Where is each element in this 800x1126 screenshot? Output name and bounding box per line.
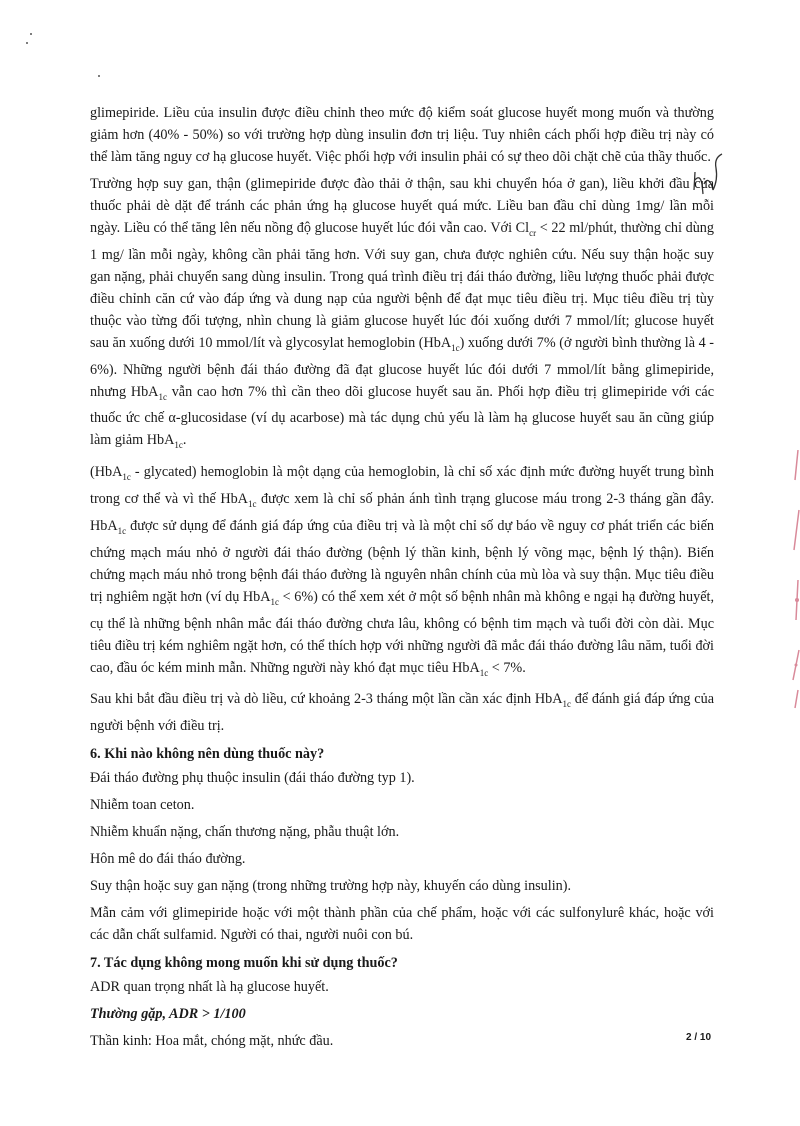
adr-frequency-subheading: Thường gặp, ADR > 1/100 xyxy=(90,1006,246,1023)
paragraph-renal-hepatic: Trường hợp suy gan, thận (glimepiride được đào thải ở thận, sau khi chuyển hóa ở gan), liều khởi đầu của thuốc phải dè dặt để tránh các phản ứng hạ glucose huyết quá mức. Liều ban đầu chỉ dùng 1mg/ lần mỗi ngày. Liều có thể tăng lên nếu nồng độ glucose huyết lúc đói vẫn cao. Với $Cl_{cr} < 22$ ml/phút, thường chỉ dùng 1 mg/ lần mỗi ngày, không cần phải tăng hơn. Với suy gan, chưa được nghiên cứu. Nếu suy thận hoặc suy gan nặng, phải chuyển sang dùng insulin. Trong quá trình điều trị đái tháo đường, liều lượng thuốc phải được điều chỉnh căn cứ vào đáp ứng và dung nạp của người bệnh để đạt mục tiêu điều trị. Mục tiêu điều trị tùy thuộc vào từng đối tượng, nhìn chung là giảm glucose huyết lúc đói xuống dưới 7 mmol/lít; glucose huyết sau ăn xuống dưới 10 mmol/lít và glycosylat hemoglobin (HbA$_{1c}$) xuống dưới 7% (ở người bình thường là 4 - 6%). Những người bệnh đái tháo đường đã đạt glucose huyết lúc đói dưới 7 mmol/lít bằng glimepiride, nhưng HbA$_{1c}$ vẫn cao hơn 7% thì cần theo dõi glucose huyết sau ăn. Phối hợp điều trị glimepiride với các thuốc ức chế α-glucosidase (ví dụ acarbose) mà tác dụng chủ yếu là làm hạ glucose huyết sau ăn cũng giúp làm giảm HbA$_{1c}$. xyxy=(90,176,715,451)
contraindication-item: Mẫn cảm với glimepiride hoặc với một thành phần của chế phẩm, hoặc với các sulfonylurê khác, hoặc với các dẫn chất sulfamid. Người có thai, người nuôi con bú. xyxy=(90,905,714,944)
adr-neuro-line: Thần kinh: Hoa mắt, chóng mặt, nhức đầu. xyxy=(90,1033,334,1050)
scan-speck xyxy=(26,42,28,44)
paragraph-hba1c: (HbA$_{1c}$ - glycated) hemoglobin là một dạng của hemoglobin, là chỉ số xác định mức đường huyết trung bình trong cơ thể và vì thế HbA$_{1c}$ được xem là chỉ số phản ánh tình trạng glucose máu trong 2-3 tháng gần đây. HbA$_{1c}$ được sử dụng để đánh giá đáp ứng của điều trị và là một chỉ số dự báo về nguy cơ phát triển các biến chứng mạch máu nhỏ ở người đái tháo đường (bệnh lý thần kinh, bệnh lý võng mạc, bệnh lý thận). Biến chứng mạch máu nhỏ trong bệnh đái tháo đường là nguyên nhân chính của mù lòa và suy thận. Mục tiêu điều trị nghiêm ngặt hơn (ví dụ HbA$_{1c}$ < 6%) có thể xem xét ở một số bệnh nhân mà không e ngại hạ đường huyết, cụ thể là những bệnh nhân mắc đái tháo đường chưa lâu, không có bệnh tim mạch và tuổi đời còn dài. Mục tiêu điều trị kém nghiêm ngặt hơn, có thể thích hợp với những người đã mắc đái tháo đường lâu năm, tuổi đời cao, đầu óc kém minh mẫn. Những người này khó đạt mục tiêu HbA$_{1c}$ < 7%. xyxy=(90,464,714,678)
contraindication-item: Đái tháo đường phụ thuộc insulin (đái tháo đường typ 1). xyxy=(90,770,415,787)
paragraph-insulin-combination: glimepiride. Liều của insulin được điều chỉnh theo mức độ kiểm soát glucose huyết mong muốn và thường giảm hơn (40% - 50%) so với trường hợp dùng insulin đơn trị liệu. Tuy nhiên cách phối hợp điều trị này có thể làm tăng nguy cơ hạ glucose huyết. Việc phối hợp với insulin phải có sự theo dõi chặt chẽ của thầy thuốc. xyxy=(90,105,714,165)
section-7-heading: 7. Tác dụng không mong muốn khi sử dụng thuốc? xyxy=(90,955,398,972)
paragraph-monitoring: Sau khi bắt đầu điều trị và dò liều, cứ khoảng 2-3 tháng một lần cần xác định HbA$_{1c}$ để đánh giá đáp ứng của người bệnh với điều trị. xyxy=(90,691,714,735)
body-text xyxy=(90,102,714,1052)
red-stamp-fragment xyxy=(778,450,800,710)
scan-speck xyxy=(98,75,100,77)
contraindication-item: Hôn mê do đái tháo đường. xyxy=(90,851,246,868)
adr-intro: ADR quan trọng nhất là hạ glucose huyết. xyxy=(90,979,329,996)
contraindication-item: Nhiễm khuẩn nặng, chấn thương nặng, phẫu thuật lớn. xyxy=(90,824,400,841)
page-number: 2 / 10 xyxy=(686,1032,712,1043)
scan-speck xyxy=(30,33,32,35)
section-6-heading: 6. Khi nào không nên dùng thuốc này? xyxy=(90,746,325,763)
contraindication-item: Nhiễm toan ceton. xyxy=(90,797,195,814)
contraindication-item: Suy thận hoặc suy gan nặng (trong những trường hợp này, khuyến cáo dùng insulin). xyxy=(90,878,572,895)
